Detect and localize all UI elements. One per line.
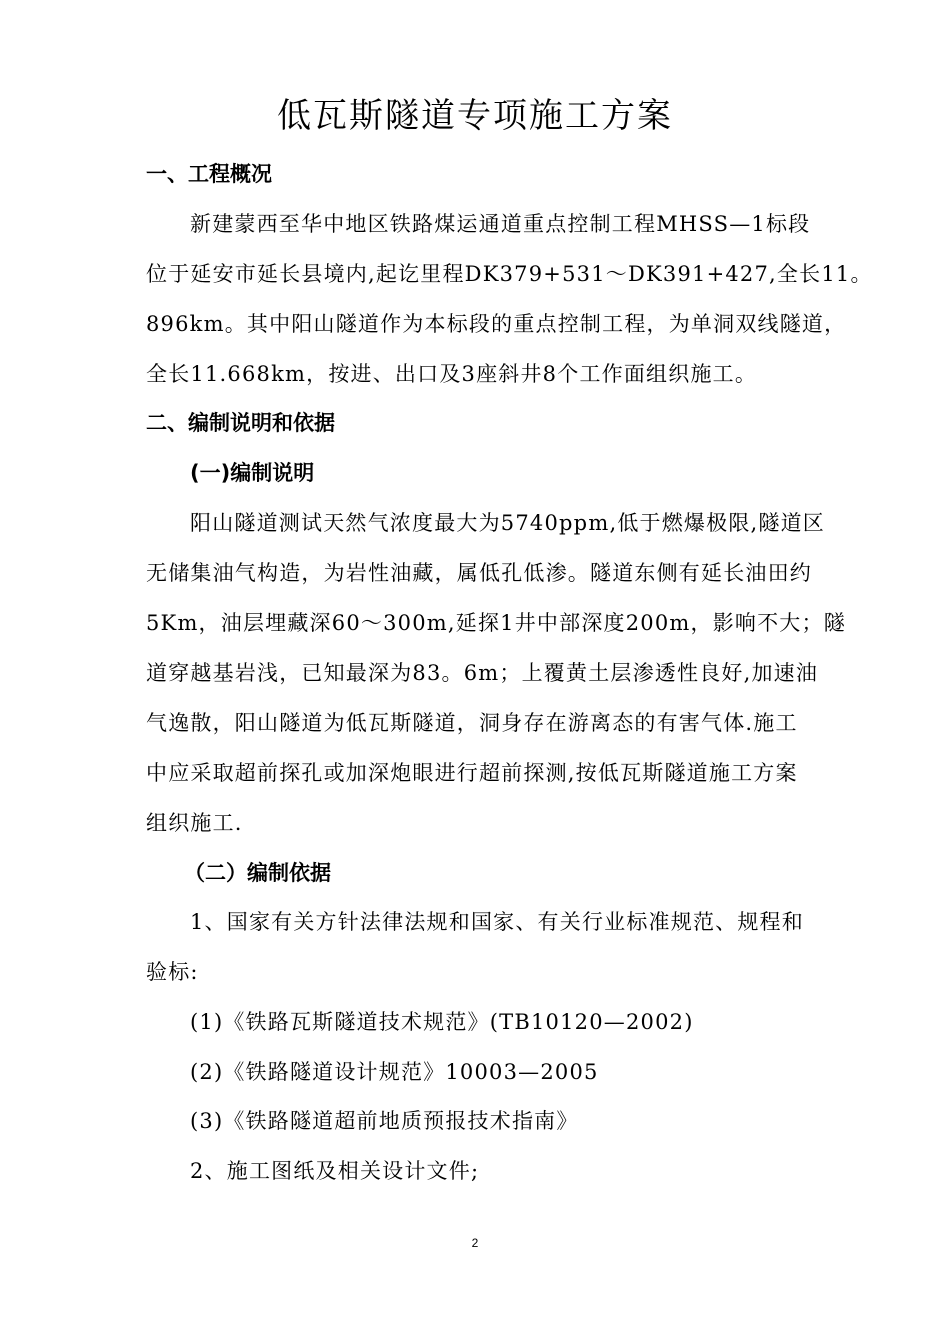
list-item: 2、施工图纸及相关设计文件; bbox=[190, 1159, 480, 1183]
list-item: (1)《铁路瓦斯隧道技术规范》(TB10120—2002) bbox=[190, 1010, 694, 1034]
list-item: (2)《铁路隧道设计规范》10003—2005 bbox=[190, 1060, 599, 1084]
paragraph-line: 新建蒙西至华中地区铁路煤运通道重点控制工程MHSS—1标段 bbox=[190, 212, 811, 236]
list-item: 验标: bbox=[146, 960, 199, 984]
paragraph-line: 气逸散，阳山隧道为低瓦斯隧道，洞身存在游离态的有害气体.施工 bbox=[146, 711, 798, 735]
page-number: 2 bbox=[471, 1236, 479, 1250]
subsection-heading-description: (一)编制说明 bbox=[190, 461, 315, 485]
paragraph-line: 位于延安市延长县境内,起讫里程DK379+531～DK391+427,全长11。 bbox=[146, 262, 873, 286]
section-heading-basis: 二、编制说明和依据 bbox=[146, 411, 335, 435]
paragraph-line: 5Km，油层埋藏深60～300m,延探1井中部深度200m，影响不大；隧 bbox=[146, 611, 846, 635]
document-title: 低瓦斯隧道专项施工方案 bbox=[277, 96, 673, 136]
paragraph-line: 全长11.668km，按进、出口及3座斜井8个工作面组织施工。 bbox=[146, 362, 758, 386]
paragraph-line: 道穿越基岩浅，已知最深为83。6m；上覆黄土层渗透性良好,加速油 bbox=[146, 661, 819, 685]
list-item: 1、国家有关方针法律法规和国家、有关行业标准规范、规程和 bbox=[190, 910, 804, 934]
section-heading-overview: 一、工程概况 bbox=[146, 162, 272, 186]
paragraph-line: 阳山隧道测试天然气浓度最大为5740ppm,低于燃爆极限,隧道区 bbox=[190, 511, 825, 535]
paragraph-line: 中应采取超前探孔或加深炮眼进行超前探测,按低瓦斯隧道施工方案 bbox=[146, 761, 798, 785]
list-item: (3)《铁路隧道超前地质预报技术指南》 bbox=[190, 1109, 579, 1133]
paragraph-line: 组织施工. bbox=[146, 811, 243, 835]
paragraph-line: 无储集油气构造，为岩性油藏，属低孔低渗。隧道东侧有延长油田约 bbox=[146, 561, 812, 585]
subsection-heading-basis: （二）编制依据 bbox=[184, 861, 331, 885]
paragraph-line: 896km。其中阳山隧道作为本标段的重点控制工程，为单洞双线隧道， bbox=[146, 312, 847, 336]
